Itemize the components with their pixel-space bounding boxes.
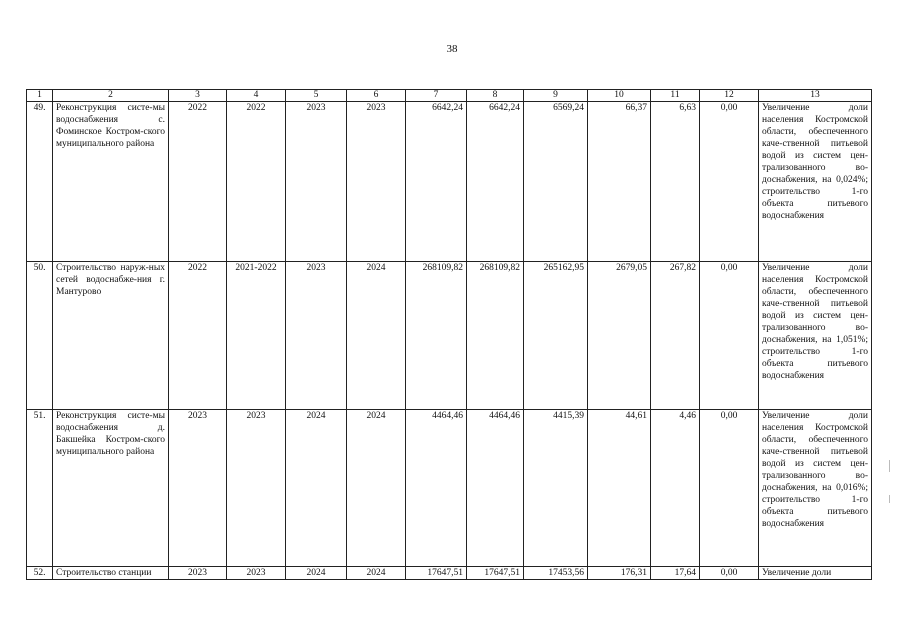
expected-result: Увеличение доли — [759, 567, 872, 580]
cell-col5: 2023 — [286, 262, 347, 410]
cell-col12: 0,00 — [700, 262, 759, 410]
cell-col10: 44,61 — [588, 410, 651, 567]
cell-col9: 4415,39 — [524, 410, 588, 567]
row-number: 49. — [27, 102, 53, 262]
column-number: 11 — [651, 90, 700, 102]
column-number: 4 — [227, 90, 286, 102]
cell-col11: 6,63 — [651, 102, 700, 262]
cell-col7: 17647,51 — [406, 567, 467, 580]
expected-result: Увеличение доли населения Костромской области, обеспеченного каче-ственной питьевой водой из систем цен-трализованного во-доснабжения, на 0,024%; строительство 1-го объекта питьевого водоснабжения — [759, 102, 872, 262]
column-number: 10 — [588, 90, 651, 102]
cell-col9: 6569,24 — [524, 102, 588, 262]
expected-result: Увеличение доли населения Костромской области, обеспеченного каче-ственной питьевой водой из систем цен-трализованного во-доснабжения, на 0,016%; строительство 1-го объекта питьевого водоснабжения — [759, 410, 872, 567]
column-number: 2 — [53, 90, 169, 102]
cell-col11: 267,82 — [651, 262, 700, 410]
cell-col10: 176,31 — [588, 567, 651, 580]
table-row — [27, 567, 872, 580]
cell-col4: 2021-2022 — [227, 262, 286, 410]
cell-col8: 17647,51 — [467, 567, 524, 580]
column-number: 13 — [759, 90, 872, 102]
table-row — [27, 102, 872, 262]
project-name: Реконструкция систе-мы водоснабжения с. Фоминское Костром-ского муниципального района — [53, 102, 169, 262]
column-number: 1 — [27, 90, 53, 102]
document-table — [26, 89, 872, 580]
cell-col6: 2024 — [347, 410, 406, 567]
cell-col4: 2023 — [227, 567, 286, 580]
column-number: 7 — [406, 90, 467, 102]
cell-col11: 4,46 — [651, 410, 700, 567]
cell-col7: 4464,46 — [406, 410, 467, 567]
project-name: Реконструкция систе-мы водоснабжения д. Бакшейка Костром-ского муниципального района — [53, 410, 169, 567]
cell-col3: 2022 — [169, 262, 227, 410]
column-number: 9 — [524, 90, 588, 102]
column-number: 6 — [347, 90, 406, 102]
scan-margin-mark — [889, 495, 890, 503]
cell-col6: 2024 — [347, 262, 406, 410]
expected-result: Увеличение доли населения Костромской области, обеспеченного каче-ственной питьевой водой из систем цен-трализованного во-доснабжения, на 1,051%; строительство 1-го объекта питьевого водоснабжения — [759, 262, 872, 410]
cell-col8: 6642,24 — [467, 102, 524, 262]
table-row — [27, 410, 872, 567]
scan-margin-mark — [889, 460, 890, 472]
row-number: 52. — [27, 567, 53, 580]
column-number-row — [27, 90, 872, 102]
column-number: 12 — [700, 90, 759, 102]
project-name: Строительство наруж-ных сетей водоснабже-ния г. Мантурово — [53, 262, 169, 410]
column-number: 3 — [169, 90, 227, 102]
table-row — [27, 262, 872, 410]
cell-col5: 2024 — [286, 567, 347, 580]
cell-col8: 268109,82 — [467, 262, 524, 410]
cell-col7: 6642,24 — [406, 102, 467, 262]
cell-col5: 2023 — [286, 102, 347, 262]
row-number: 51. — [27, 410, 53, 567]
cell-col6: 2023 — [347, 102, 406, 262]
cell-col4: 2022 — [227, 102, 286, 262]
cell-col10: 66,37 — [588, 102, 651, 262]
page-number: 38 — [446, 43, 458, 55]
cell-col4: 2023 — [227, 410, 286, 567]
cell-col8: 4464,46 — [467, 410, 524, 567]
cell-col11: 17,64 — [651, 567, 700, 580]
cell-col3: 2023 — [169, 410, 227, 567]
cell-col12: 0,00 — [700, 410, 759, 567]
cell-col10: 2679,05 — [588, 262, 651, 410]
cell-col9: 17453,56 — [524, 567, 588, 580]
project-name: Строительство станции — [53, 567, 169, 580]
cell-col12: 0,00 — [700, 567, 759, 580]
cell-col5: 2024 — [286, 410, 347, 567]
row-number: 50. — [27, 262, 53, 410]
column-number: 5 — [286, 90, 347, 102]
cell-col6: 2024 — [347, 567, 406, 580]
cell-col3: 2022 — [169, 102, 227, 262]
cell-col9: 265162,95 — [524, 262, 588, 410]
cell-col3: 2023 — [169, 567, 227, 580]
cell-col7: 268109,82 — [406, 262, 467, 410]
column-number: 8 — [467, 90, 524, 102]
cell-col12: 0,00 — [700, 102, 759, 262]
